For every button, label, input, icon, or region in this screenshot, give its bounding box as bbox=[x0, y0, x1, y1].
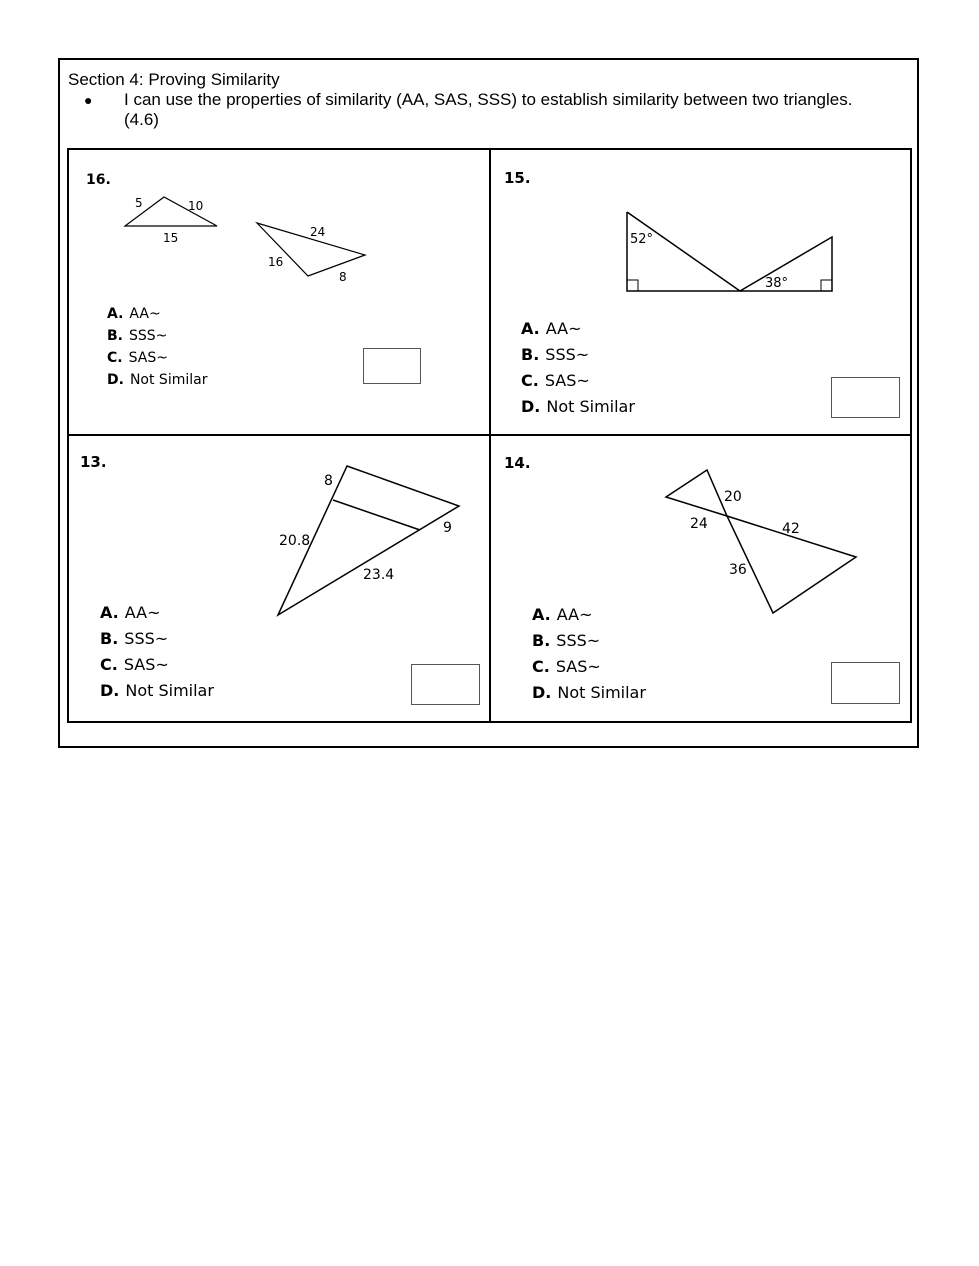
choice-a[interactable]: A. AA~ bbox=[100, 603, 161, 622]
section-frame bbox=[58, 58, 919, 748]
angle-38: 38° bbox=[765, 276, 789, 291]
objective bbox=[84, 90, 884, 130]
choice-c[interactable]: C. SAS~ bbox=[100, 655, 169, 674]
choice-d[interactable]: D. Not Similar bbox=[532, 683, 646, 702]
problem-grid bbox=[67, 148, 912, 723]
choice-a[interactable]: A. AA~ bbox=[521, 319, 582, 338]
problem-15 bbox=[491, 150, 910, 434]
label-9: 9 bbox=[443, 520, 452, 536]
problem-number: 14. bbox=[504, 454, 531, 472]
answer-choices bbox=[100, 600, 214, 704]
answer-box[interactable] bbox=[363, 348, 421, 384]
choice-b[interactable]: B. SSS~ bbox=[100, 629, 169, 648]
label-36: 36 bbox=[729, 562, 747, 578]
right-triangle-left bbox=[627, 212, 740, 291]
problem-14 bbox=[491, 436, 910, 721]
answer-box[interactable] bbox=[831, 662, 900, 704]
answer-box[interactable] bbox=[411, 664, 480, 705]
choice-b[interactable]: B. SSS~ bbox=[521, 345, 590, 364]
label-23-4: 23.4 bbox=[363, 567, 395, 583]
label-15: 15 bbox=[163, 231, 179, 245]
right-angle-marker-right bbox=[821, 280, 832, 291]
label-16: 16 bbox=[268, 255, 284, 269]
choice-b[interactable]: B. SSS~ bbox=[532, 631, 601, 650]
right-angle-marker-left bbox=[627, 280, 638, 291]
section-title: Section 4: Proving Similarity bbox=[68, 70, 280, 89]
objective-text: I can use the properties of similarity (AA, SAS, SSS) to establish similarity between two triangles. (4.6) bbox=[124, 90, 853, 129]
answer-box[interactable] bbox=[831, 377, 900, 418]
label-20: 20 bbox=[724, 489, 742, 505]
upper-triangle bbox=[666, 470, 727, 516]
label-20-8: 20.8 bbox=[279, 533, 311, 549]
problem-number: 16. bbox=[86, 172, 111, 188]
answer-choices bbox=[521, 316, 635, 420]
choice-c[interactable]: C. SAS~ bbox=[107, 350, 168, 366]
label-24: 24 bbox=[310, 225, 326, 239]
bullet-icon: ● bbox=[84, 92, 93, 108]
label-24: 24 bbox=[690, 516, 708, 532]
label-8: 8 bbox=[324, 473, 333, 489]
answer-choices bbox=[107, 303, 207, 391]
choice-a[interactable]: A. AA~ bbox=[107, 306, 161, 322]
label-5: 5 bbox=[135, 196, 143, 210]
answer-choices bbox=[532, 602, 646, 706]
choice-d[interactable]: D. Not Similar bbox=[107, 372, 208, 388]
problem-number: 13. bbox=[80, 453, 107, 471]
choice-b[interactable]: B. SSS~ bbox=[107, 328, 168, 344]
problem-16 bbox=[69, 150, 489, 434]
problem-16-diagram bbox=[69, 150, 489, 290]
label-10: 10 bbox=[188, 199, 204, 213]
choice-d[interactable]: D. Not Similar bbox=[521, 397, 635, 416]
label-8: 8 bbox=[339, 270, 347, 284]
choice-c[interactable]: C. SAS~ bbox=[521, 371, 590, 390]
problem-13 bbox=[69, 436, 489, 721]
choice-d[interactable]: D. Not Similar bbox=[100, 681, 214, 700]
parallel-segment bbox=[333, 500, 420, 530]
label-42: 42 bbox=[782, 521, 800, 537]
problem-15-diagram bbox=[491, 150, 910, 310]
choice-a[interactable]: A. AA~ bbox=[532, 605, 593, 624]
problem-number: 15. bbox=[504, 169, 531, 187]
choice-c[interactable]: C. SAS~ bbox=[532, 657, 601, 676]
angle-52: 52° bbox=[630, 232, 654, 247]
